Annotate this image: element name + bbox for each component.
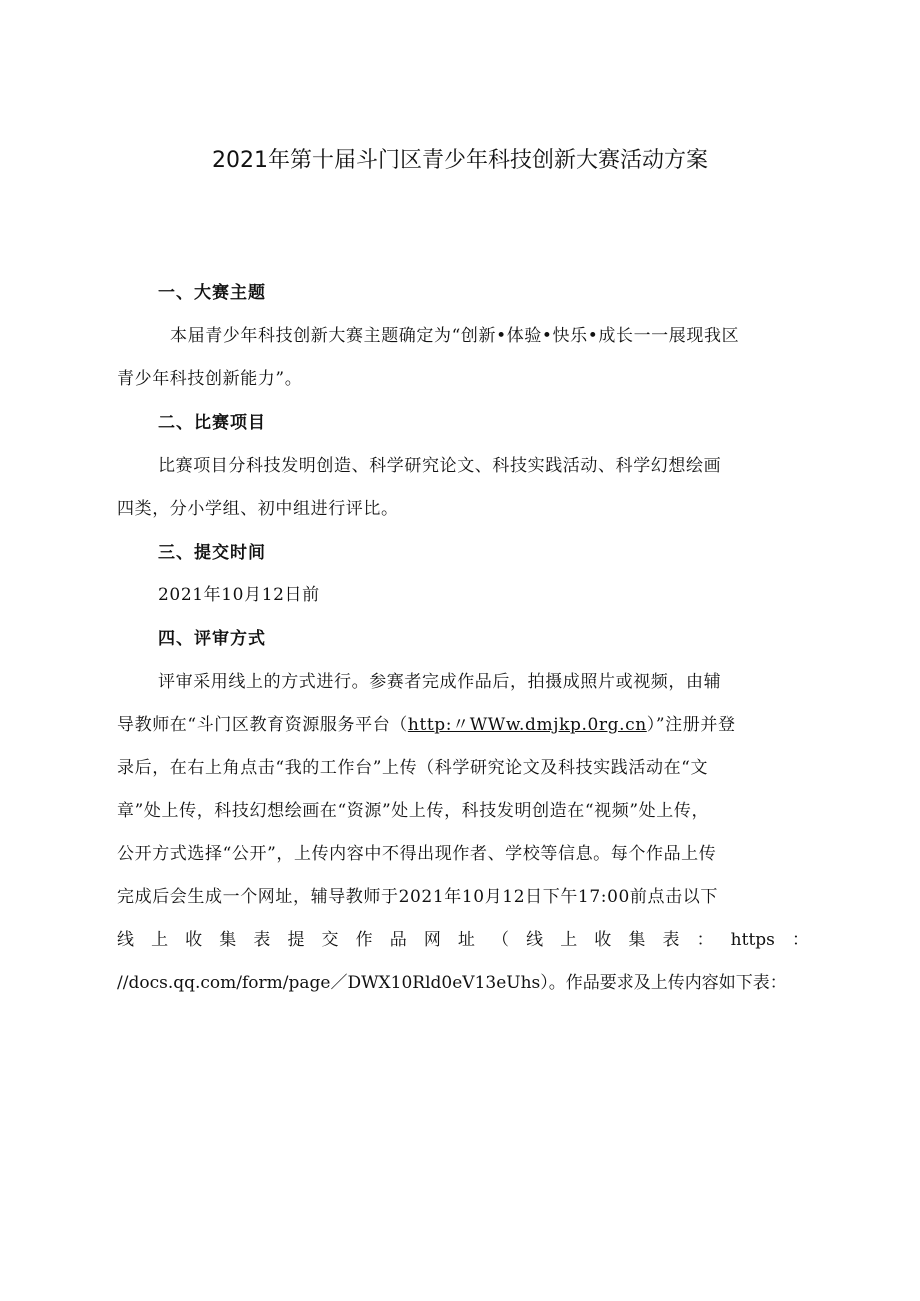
line-text: 导教师在“斗门区教育资源服务平台（ (117, 715, 408, 735)
section-heading-theme: 一、大赛主题 (158, 283, 266, 303)
document-title: 2021年第十届斗门区青少年科技创新大赛活动方案 (212, 148, 708, 173)
paragraph-line: 四类，分小学组、初中组进行评比。 (117, 499, 399, 519)
paragraph-line: 比赛项目分科技发明创造、科学研究论文、科技实践活动、科学幻想绘画 (158, 456, 722, 476)
paragraph-line-with-link (117, 710, 736, 735)
paragraph-line: 线上收集表提交作品网址（线上收集表：https： (117, 930, 809, 950)
paragraph-line: //docs.qq.com/form/page／DWX10Rld0eV13eUhs）。作品要求及上传内容如下表： (117, 973, 787, 993)
paragraph-line: 本届青少年科技创新大赛主题确定为“创新•体验•快乐•成长一一展现我区 (170, 326, 740, 346)
section-heading-projects: 二、比赛项目 (158, 413, 266, 433)
line-text: ）”注册并登 (646, 715, 736, 735)
deadline-text: 2021年10月12日前 (158, 585, 320, 605)
section-heading-deadline: 三、提交时间 (158, 543, 266, 563)
paragraph-line: 录后，在右上角点击“我的工作台”上传（科学研究论文及科技实践活动在“文 (117, 758, 709, 778)
paragraph-line: 青少年科技创新能力”。 (117, 369, 303, 389)
paragraph-line: 完成后会生成一个网址，辅导教师于2021年10月12日下午17:00前点击以下 (117, 887, 718, 907)
paragraph-line: 评审采用线上的方式进行。参赛者完成作品后，拍摄成照片或视频，由辅 (158, 672, 722, 692)
section-heading-review: 四、评审方式 (158, 629, 266, 649)
paragraph-line: 章”处上传，科技幻想绘画在“资源”处上传，科技发明创造在“视频”处上传， (117, 801, 710, 821)
paragraph-line: 公开方式选择“公开”，上传内容中不得出现作者、学校等信息。每个作品上传 (117, 844, 717, 864)
platform-link[interactable]: http:〃WWw.dmjkp.0rg.cn (407, 715, 647, 735)
